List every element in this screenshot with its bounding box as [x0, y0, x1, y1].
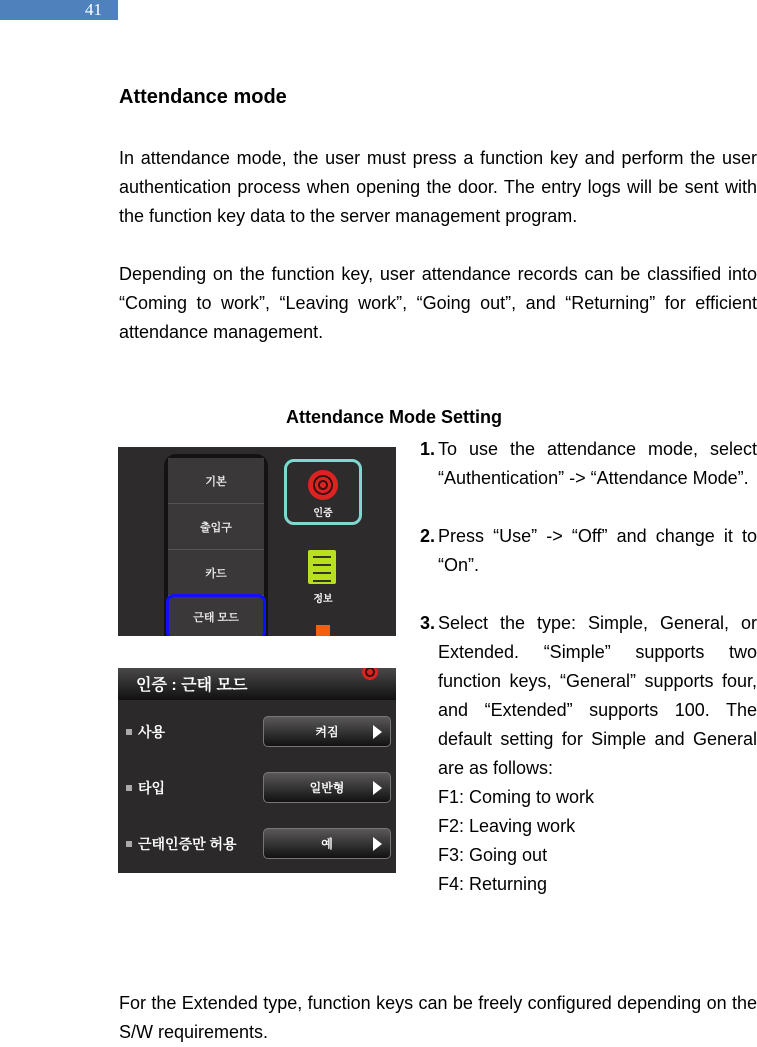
intro-paragraph-1: In attendance mode, the user must press a function key and perform the user authentication process when opening the door. The entry logs will be sent with the function key data to the server management program. [119, 148, 757, 226]
function-key-2: F2: Leaving work [438, 816, 576, 836]
step-2 [420, 522, 757, 580]
setting-value-button [263, 716, 391, 747]
step-1 [420, 435, 757, 493]
setting-label: 근태인증만 허용 [138, 836, 237, 852]
arrow-right-icon [373, 725, 382, 739]
setting-row-type [126, 772, 391, 804]
menu-item-basic: 기본 [168, 458, 264, 504]
intro-paragraph-2: Depending on the function key, user attendance records can be classified into “Coming to work”, “Leaving work”, “Going out”, and “Returning” for efficient attendance management. [119, 264, 757, 342]
arrow-right-icon [373, 781, 382, 795]
arrow-right-icon [373, 837, 382, 851]
screen-title-bar [118, 668, 396, 700]
function-key-4: F4: Returning [438, 874, 548, 894]
step-text: Press “Use” -> “Off” and change it to “On”. [438, 526, 757, 575]
fingerprint-icon [362, 668, 378, 680]
step-text: To use the attendance mode, select “Authentication” -> “Attendance Mode”. [438, 439, 757, 488]
menu-item-door: 출입구 [168, 504, 264, 550]
step-number: 1. [420, 439, 436, 459]
step-number: 2. [420, 526, 436, 546]
menu-screenshot [118, 447, 396, 636]
screen-title: 인증 : 근태 모드 [136, 677, 248, 694]
steps-list [420, 435, 757, 899]
step-3 [420, 609, 757, 783]
setting-row-attendance-only [126, 828, 391, 860]
usb-icon [316, 625, 330, 636]
authentication-tile [284, 459, 362, 525]
info-label: 정보 [313, 594, 333, 605]
figure-title: Attendance Mode Setting [285, 407, 502, 427]
setting-value: 일반형 [309, 781, 345, 795]
function-key-3: F3: Going out [438, 845, 548, 865]
section-heading: Attendance mode [119, 86, 287, 108]
step-text: Select the type: Simple, General, or Extended. “Simple” supports two function keys, “General” supports four, and “Extended” supports 100. The default setting for Simple and General are as follows: [438, 613, 757, 778]
function-key-1: F1: Coming to work [438, 787, 595, 807]
setting-value: 예 [321, 837, 333, 851]
setting-row-use [126, 716, 391, 748]
menu-item-attendance-mode: 근태 모드 [166, 594, 266, 636]
setting-label: 사용 [138, 724, 166, 740]
settings-menu [164, 454, 268, 636]
setting-value-button [263, 828, 391, 859]
menu-item-card: 카드 [168, 550, 264, 596]
setting-label: 타입 [138, 780, 166, 796]
fingerprint-icon [308, 470, 338, 500]
document-icon [308, 550, 336, 584]
auth-label: 인증 [313, 508, 333, 519]
setting-value: 켜짐 [315, 725, 339, 739]
closing-paragraph: For the Extended type, function keys can be freely configured depending on the S/W requirements. [119, 993, 757, 1042]
setting-value-button [263, 772, 391, 803]
step-number: 3. [420, 613, 436, 633]
page-number: 41 [0, 0, 118, 20]
attendance-mode-screenshot [118, 668, 396, 873]
